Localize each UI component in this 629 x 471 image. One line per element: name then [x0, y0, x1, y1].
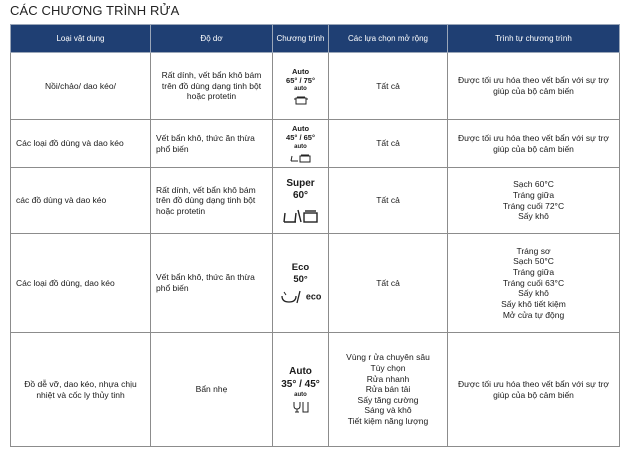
soil-level-cell: Bẩn nhẹ — [151, 333, 273, 447]
option-item: Rửa nhanh — [366, 373, 410, 384]
sequence-cell: Được tối ưu hóa theo vết bẩn với sự trợ giúp của bộ cảm biến — [448, 333, 620, 447]
sequence-cell: Được tối ưu hóa theo vết bẩn với sự trợ giúp của bộ cảm biến — [448, 120, 620, 168]
auto-mark: auto — [294, 143, 307, 150]
options-cell: Tất cả — [329, 234, 448, 333]
sequence-step: Sấy khô tiết kiệm — [501, 298, 566, 309]
sequence-step: Tráng giữa — [512, 267, 555, 278]
sequence-step: Mở cửa tự động — [502, 309, 565, 320]
header-program: Chương trình — [273, 25, 329, 53]
auto-mark: auto — [294, 86, 307, 93]
program-cell — [273, 53, 329, 120]
item-type-cell: Các loại đồ dùng, dao kéo — [11, 234, 151, 333]
sequence-step: Tráng cuối 72°C — [502, 200, 565, 211]
eco-label: eco — [305, 291, 322, 302]
item-type-cell: Nồi/chảo/ dao kéo/ — [11, 53, 151, 120]
item-type-cell: Đồ dễ vỡ, dao kéo, nhựa chịu nhiệt và cốc ly thủy tinh — [11, 333, 151, 447]
sequence-cell — [448, 234, 620, 333]
program-temp: 50° — [293, 273, 308, 285]
options-cell: Tất cả — [329, 120, 448, 168]
program-name: Eco — [291, 261, 310, 273]
sequence-step: Sạch 50°C — [513, 256, 554, 267]
option-item: Rửa bán tải — [365, 384, 411, 395]
sequence-step: Tráng sơ — [516, 245, 551, 256]
soil-level-cell: Vết bẩn khô, thức ăn thừa phổ biến — [151, 234, 273, 333]
option-item: Sáng và khô — [364, 405, 412, 416]
program-temp: 35° / 45° — [281, 378, 320, 390]
sequence-step: Sấy khô — [518, 211, 549, 222]
header-soil-level: Độ dơ — [151, 25, 273, 53]
sequence-step: Sấy khô — [518, 288, 549, 299]
program-cell — [273, 234, 329, 333]
plate-and-pot-icon — [275, 208, 326, 224]
eco-plate-icon — [275, 290, 326, 304]
options-cell: Tất cả — [329, 168, 448, 234]
item-type-cell: Các loại đồ dùng và dao kéo — [11, 120, 151, 168]
option-item: Vùng r ửa chuyên sâu — [346, 352, 430, 363]
option-item: Tiết kiệm năng lượng — [347, 416, 429, 427]
sequence-step: Sạch 60°C — [513, 179, 554, 190]
sequence-cell: Được tối ưu hóa theo vết bẩn với sự trợ giúp của bộ cảm biến — [448, 53, 620, 120]
table-row — [11, 168, 620, 234]
program-temp: 45° / 65° — [286, 133, 315, 143]
header-item-type: Loại vật dụng — [11, 25, 151, 53]
soil-level-cell: Rất dính, vết bẩn khô bám trên đồ dùng dạng tinh bột hoặc protetin — [151, 53, 273, 120]
header-sequence: Trình tự chương trình — [448, 25, 620, 53]
program-temp: 65° / 75° — [286, 75, 315, 85]
sequence-step: Tráng cuối 63°C — [502, 277, 565, 288]
soil-level-cell: Rất dính, vết bẩn khô bám trên đồ dùng dạng tinh bột hoặc protetin — [151, 168, 273, 234]
options-cell — [329, 333, 448, 447]
pot-and-plate-icon — [275, 152, 326, 163]
option-item: Sấy tăng cường — [357, 394, 419, 405]
table-row — [11, 120, 620, 168]
program-name: Auto — [289, 366, 312, 378]
table-row — [11, 333, 620, 447]
header-options: Các lựa chọn mở rộng — [329, 25, 448, 53]
item-type-cell: các đồ dùng và dao kéo — [11, 168, 151, 234]
glass-icon — [275, 401, 326, 413]
soil-level-cell: Vết bẩn khô, thức ăn thừa phổ biến — [151, 120, 273, 168]
options-cell: Tất cả — [329, 53, 448, 120]
option-item: Tùy chọn — [370, 362, 406, 373]
program-cell — [273, 333, 329, 447]
pot-icon — [275, 95, 326, 106]
program-name: Auto — [291, 124, 310, 134]
table-row — [11, 53, 620, 120]
program-cell — [273, 168, 329, 234]
auto-mark: auto — [294, 392, 307, 399]
sequence-cell — [448, 168, 620, 234]
program-name: Super — [286, 177, 315, 189]
program-cell — [273, 120, 329, 168]
program-temp: 60° — [292, 190, 309, 201]
table-header-row — [11, 25, 620, 53]
programs-table — [10, 24, 620, 447]
program-name: Auto — [291, 66, 310, 76]
page-title: CÁC CHƯƠNG TRÌNH RỬA — [10, 3, 180, 18]
sequence-step: Tráng giữa — [512, 189, 555, 200]
table-row — [11, 234, 620, 333]
